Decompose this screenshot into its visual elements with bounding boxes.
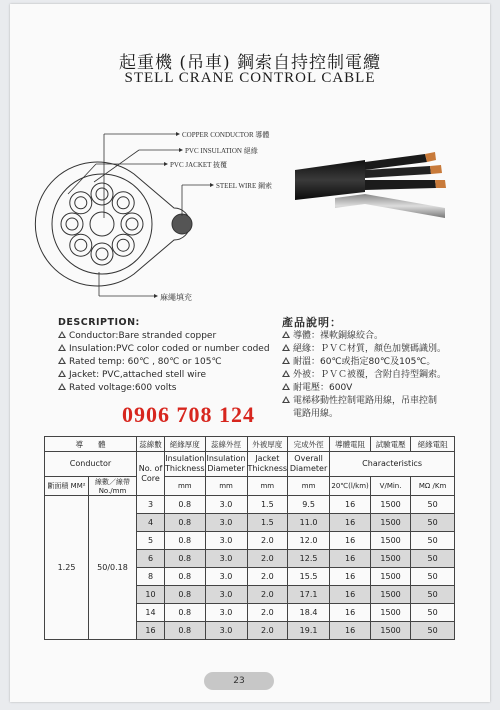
- header-cell: Insulation Diameter: [205, 452, 247, 477]
- table-cell: 0.8: [165, 568, 206, 586]
- spec-table: [44, 436, 455, 640]
- header-cell: 完成外徑: [288, 437, 330, 452]
- table-cell: 50: [411, 550, 455, 568]
- spec-table-body: [45, 496, 455, 640]
- table-cell: 50: [411, 604, 455, 622]
- table-cell: 3: [137, 496, 165, 514]
- table-cell: 16: [137, 622, 165, 640]
- triangle-bullet-icon: [282, 383, 290, 390]
- table-cell: 0.8: [165, 604, 206, 622]
- header-cell: 蕊線數: [137, 437, 165, 452]
- table-cell: 6: [137, 550, 165, 568]
- table-cell: 2.0: [247, 532, 288, 550]
- table-cell: 3.0: [205, 532, 247, 550]
- header-cell: Overall Diameter: [288, 452, 330, 477]
- callout-steel-wire: STEEL WIRE 鋼索: [216, 182, 272, 190]
- product-item: 外被：ＰＶＣ被覆，含附自持型鋼索。: [282, 369, 446, 382]
- triangle-bullet-icon: [282, 357, 290, 364]
- table-cell: 2.0: [247, 604, 288, 622]
- steel-wire: [172, 214, 192, 234]
- table-cell: 1500: [371, 514, 411, 532]
- table-cell: 1500: [371, 568, 411, 586]
- table-cell: 50: [411, 496, 455, 514]
- table-cell: 0.8: [165, 586, 206, 604]
- table-cell: 2.0: [247, 622, 288, 640]
- table-cell: 4: [137, 514, 165, 532]
- table-cell: 1500: [371, 604, 411, 622]
- table-cell: 9.5: [288, 496, 330, 514]
- phone-number-watermark: 0906 708 124: [122, 402, 255, 427]
- header-row-english: [45, 452, 455, 477]
- triangle-bullet-icon: [58, 357, 66, 364]
- table-cell: 16: [330, 568, 371, 586]
- page-number: 23: [204, 672, 274, 690]
- table-cell: 1500: [371, 586, 411, 604]
- header-cell: mm: [247, 477, 288, 496]
- callout-pvc-insulation: PVC INSULATION 絕緣: [185, 147, 258, 155]
- table-cell: 10: [137, 586, 165, 604]
- header-cell: mm: [288, 477, 330, 496]
- table-cell: 50: [411, 622, 455, 640]
- table-cell: 14: [137, 604, 165, 622]
- table-row: [45, 496, 455, 514]
- triangle-bullet-icon: [282, 370, 290, 377]
- header-cell: V/Min.: [371, 477, 411, 496]
- header-row-chinese: [45, 437, 455, 452]
- table-cell: 17.1: [288, 586, 330, 604]
- table-cell: 0.8: [165, 622, 206, 640]
- triangle-bullet-icon: [58, 383, 66, 390]
- description-english: [58, 316, 270, 395]
- catalog-page: [10, 4, 490, 702]
- table-cell: 50: [411, 532, 455, 550]
- table-cell: 0.8: [165, 550, 206, 568]
- description-item: Jacket: PVC,attached stell wire: [58, 369, 270, 382]
- table-cell: 1500: [371, 532, 411, 550]
- table-cell: 3.0: [205, 568, 247, 586]
- triangle-bullet-icon: [282, 331, 290, 338]
- table-cell: 11.0: [288, 514, 330, 532]
- table-cell: 12.5: [288, 550, 330, 568]
- product-item: 耐電壓：600V: [282, 382, 446, 395]
- product-item: 絕緣：ＰＶＣ材質，顏色加號碼識別。: [282, 343, 446, 356]
- header-cell: MΩ /Km: [411, 477, 455, 496]
- product-item: 電梯移動性控制電路用線，吊車控制: [282, 395, 446, 408]
- table-cell: 0.8: [165, 514, 206, 532]
- title-chinese: 起重機 (吊車) 鋼索自持控制電纜: [118, 53, 382, 73]
- description-item: Insulation:PVC color coded or number coded: [58, 343, 270, 356]
- table-cell: 1500: [371, 622, 411, 640]
- header-cell: No. of Core: [137, 452, 165, 496]
- table-cell: 50: [411, 514, 455, 532]
- header-cell: 20℃(l/km): [330, 477, 371, 496]
- description-item: Rated temp: 60℃ , 80℃ or 105℃: [58, 356, 270, 369]
- table-cell: 16: [330, 586, 371, 604]
- callout-copper-conductor: COPPER CONDUCTOR 導體: [182, 131, 270, 139]
- table-cell: 16: [330, 622, 371, 640]
- table-cell: 16: [330, 532, 371, 550]
- description-item: Conductor:Bare stranded copper: [58, 330, 270, 343]
- table-cell: 1.5: [247, 514, 288, 532]
- conductor-strand: 50/0.18: [89, 496, 137, 640]
- table-cell: 5: [137, 532, 165, 550]
- table-cell: 16: [330, 496, 371, 514]
- table-cell: 15.5: [288, 568, 330, 586]
- header-cell: 絕緣厚度: [165, 437, 206, 452]
- product-description-chinese: [282, 316, 446, 421]
- description-heading: DESCRIPTION:: [58, 317, 140, 328]
- product-item: 導體：裸軟銅線絞合。: [282, 330, 446, 343]
- table-cell: 3.0: [205, 514, 247, 532]
- header-row-units: [45, 477, 455, 496]
- header-cell: 試驗電壓: [371, 437, 411, 452]
- table-cell: 1500: [371, 550, 411, 568]
- header-cell: Jacket Thickness: [247, 452, 288, 477]
- table-cell: 3.0: [205, 622, 247, 640]
- jacket-outline: [35, 162, 190, 286]
- header-cell: 外被厚度: [247, 437, 288, 452]
- header-cell: 絕緣電阻: [411, 437, 455, 452]
- table-cell: 19.1: [288, 622, 330, 640]
- product-item-continued: 電路用線。: [293, 409, 339, 419]
- table-cell: 0.8: [165, 496, 206, 514]
- header-cell: 線數／線帶 No./mm: [89, 477, 137, 496]
- table-cell: 2.0: [247, 568, 288, 586]
- header-cell: 導體電阻: [330, 437, 371, 452]
- header-cell: Insulation Thickness: [165, 452, 206, 477]
- callout-pvc-jacket: PVC JACKET 披覆: [170, 161, 228, 169]
- triangle-bullet-icon: [282, 344, 290, 351]
- header-cell: 蕊線外徑: [205, 437, 247, 452]
- header-cell: mm: [205, 477, 247, 496]
- table-cell: 1.5: [247, 496, 288, 514]
- triangle-bullet-icon: [282, 396, 290, 403]
- table-cell: 16: [330, 550, 371, 568]
- table-cell: 1500: [371, 496, 411, 514]
- table-cell: 18.4: [288, 604, 330, 622]
- table-cell: 3.0: [205, 550, 247, 568]
- cable-photo: [295, 152, 455, 232]
- product-heading: 產品說明：: [282, 316, 342, 329]
- triangle-bullet-icon: [58, 331, 66, 338]
- table-cell: 12.0: [288, 532, 330, 550]
- table-cell: 2.0: [247, 550, 288, 568]
- table-cell: 3.0: [205, 586, 247, 604]
- table-cell: 3.0: [205, 496, 247, 514]
- title-english: STELL CRANE CONTROL CABLE: [124, 70, 376, 86]
- description-item: Rated voltage:600 volts: [58, 382, 270, 395]
- header-cell: Characteristics: [330, 452, 455, 477]
- table-cell: 50: [411, 568, 455, 586]
- table-cell: 2.0: [247, 586, 288, 604]
- triangle-bullet-icon: [58, 344, 66, 351]
- header-cell: Conductor: [45, 452, 137, 477]
- table-cell: 50: [411, 586, 455, 604]
- table-cell: 0.8: [165, 532, 206, 550]
- header-cell: mm: [165, 477, 206, 496]
- callout-filler: 麻繩填充: [160, 293, 192, 302]
- table-cell: 16: [330, 514, 371, 532]
- conductor-area: 1.25: [45, 496, 89, 640]
- header-cell: 斷面積 MM²: [45, 477, 89, 496]
- table-cell: 16: [330, 604, 371, 622]
- triangle-bullet-icon: [58, 370, 66, 377]
- product-item: 耐溫：60℃或指定80℃及105℃。: [282, 356, 446, 369]
- header-cell: 導 體: [45, 437, 137, 452]
- table-cell: 3.0: [205, 604, 247, 622]
- table-cell: 8: [137, 568, 165, 586]
